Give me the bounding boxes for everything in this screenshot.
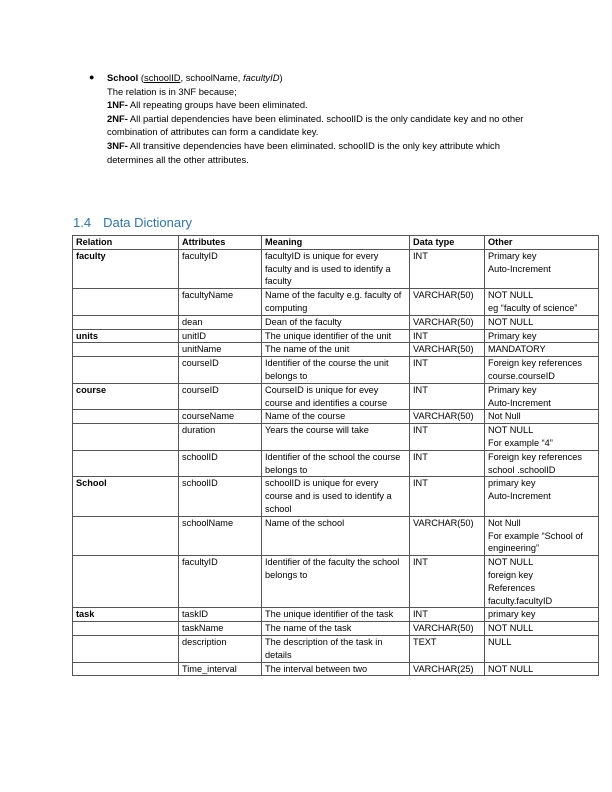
entity-name: School bbox=[107, 72, 139, 83]
other-constraint: NOT NULL bbox=[488, 290, 534, 301]
table-row bbox=[73, 249, 599, 288]
table-row bbox=[73, 622, 599, 636]
section-title: Data Dictionary bbox=[103, 215, 192, 230]
relation-cell bbox=[73, 343, 179, 357]
other-constraint: Auto-Increment bbox=[488, 491, 551, 502]
data-type-cell: INT bbox=[410, 383, 485, 410]
meaning-cell: Name of the faculty e.g. faculty of computing bbox=[262, 289, 410, 316]
relation-cell bbox=[73, 662, 179, 676]
other-constraint: NOT NULL bbox=[488, 316, 534, 327]
data-type-cell: INT bbox=[410, 450, 485, 477]
data-type-cell: VARCHAR(50) bbox=[410, 516, 485, 555]
table-body bbox=[73, 249, 599, 676]
other-constraint: Primary key bbox=[488, 330, 537, 341]
other-constraint: NOT NULL bbox=[488, 557, 534, 568]
table-row bbox=[73, 329, 599, 343]
attribute-cell: courseID bbox=[179, 383, 262, 410]
attribute-cell: schoolID bbox=[179, 477, 262, 516]
relation-cell bbox=[73, 357, 179, 384]
attribute-cell: schoolID bbox=[179, 450, 262, 477]
table-row bbox=[73, 289, 599, 316]
attribute-cell: taskName bbox=[179, 622, 262, 636]
other-cell bbox=[485, 635, 599, 662]
other-cell bbox=[485, 516, 599, 555]
attribute-cell: courseName bbox=[179, 410, 262, 424]
relation-cell: School bbox=[73, 477, 179, 516]
column-header: Relation bbox=[73, 236, 179, 250]
attribute-cell: schoolName bbox=[179, 516, 262, 555]
data-type-cell: INT bbox=[410, 608, 485, 622]
table-header-row bbox=[73, 236, 599, 250]
relation-cell bbox=[73, 622, 179, 636]
column-header: Meaning bbox=[262, 236, 410, 250]
attribute-cell: taskID bbox=[179, 608, 262, 622]
normalization-bullet bbox=[86, 71, 546, 166]
other-constraint: NOT NULL bbox=[488, 623, 534, 634]
relation-cell: course bbox=[73, 383, 179, 410]
meaning-cell: Identifier of the course the unit belongs to bbox=[262, 357, 410, 384]
data-type-cell: INT bbox=[410, 249, 485, 288]
table-row bbox=[73, 424, 599, 451]
attribute-cell: Time_interval bbox=[179, 662, 262, 676]
other-constraint: foreign key bbox=[488, 569, 533, 580]
other-constraint: Not Null bbox=[488, 411, 521, 422]
attribute-cell: facultyID bbox=[179, 556, 262, 608]
section-heading bbox=[73, 215, 192, 230]
relation-cell bbox=[73, 450, 179, 477]
table-row bbox=[73, 477, 599, 516]
data-type-cell: INT bbox=[410, 357, 485, 384]
other-constraint: Not Null bbox=[488, 517, 521, 528]
meaning-cell: The description of the task in details bbox=[262, 635, 410, 662]
primary-key-attr: schoolID bbox=[144, 72, 181, 83]
other-cell bbox=[485, 343, 599, 357]
other-cell bbox=[485, 556, 599, 608]
data-type-cell: TEXT bbox=[410, 635, 485, 662]
table-row bbox=[73, 383, 599, 410]
data-type-cell: VARCHAR(50) bbox=[410, 622, 485, 636]
nf2-line bbox=[107, 112, 546, 139]
other-constraint: NOT NULL bbox=[488, 425, 534, 436]
foreign-key-attr: facultyID bbox=[243, 72, 280, 83]
data-type-cell: INT bbox=[410, 329, 485, 343]
table-row bbox=[73, 608, 599, 622]
relation-cell: task bbox=[73, 608, 179, 622]
other-cell bbox=[485, 410, 599, 424]
column-header: Attributes bbox=[179, 236, 262, 250]
table-row bbox=[73, 343, 599, 357]
other-constraint: Foreign key references school .schoolID bbox=[488, 451, 582, 475]
nf3-label: 3NF- bbox=[107, 139, 128, 151]
table-row bbox=[73, 516, 599, 555]
other-constraint: eg “faculty of science” bbox=[488, 302, 578, 313]
relation-cell bbox=[73, 410, 179, 424]
relation-cell bbox=[73, 516, 179, 555]
other-constraint: Auto-Increment bbox=[488, 263, 551, 274]
attribute-cell: facultyName bbox=[179, 289, 262, 316]
other-constraint: For example “School of engineering” bbox=[488, 530, 583, 554]
other-constraint: MANDATORY bbox=[488, 344, 546, 355]
attribute-cell: duration bbox=[179, 424, 262, 451]
meaning-cell: The name of the unit bbox=[262, 343, 410, 357]
data-type-cell: INT bbox=[410, 424, 485, 451]
other-cell bbox=[485, 477, 599, 516]
relation-cell: units bbox=[73, 329, 179, 343]
relation-cell bbox=[73, 556, 179, 608]
table-row bbox=[73, 315, 599, 329]
attribute-cell: description bbox=[179, 635, 262, 662]
table-row bbox=[73, 410, 599, 424]
data-type-cell: VARCHAR(50) bbox=[410, 315, 485, 329]
other-constraint: For example “4” bbox=[488, 437, 553, 448]
meaning-cell: The unique identifier of the unit bbox=[262, 329, 410, 343]
data-type-cell: INT bbox=[410, 477, 485, 516]
other-cell bbox=[485, 329, 599, 343]
nf2-text: All partial dependencies have been eliminated. schoolID is the only candidate key and no other combination of attributes can form a candidate key. bbox=[107, 112, 524, 138]
other-constraint: NOT NULL bbox=[488, 663, 534, 674]
plain-attrs: schoolName, bbox=[183, 72, 244, 83]
schema-line: School (schoolID, schoolName, facultyID) bbox=[107, 72, 283, 83]
nf3-text: All transitive dependencies have been eliminated. schoolID is the only key attribute which determines all the other attributes. bbox=[107, 139, 500, 165]
other-cell bbox=[485, 424, 599, 451]
relation-cell bbox=[73, 315, 179, 329]
column-header: Data type bbox=[410, 236, 485, 250]
other-cell bbox=[485, 289, 599, 316]
bullet-content bbox=[107, 71, 546, 166]
table-row bbox=[73, 556, 599, 608]
nf3-line bbox=[107, 139, 546, 166]
relation-cell bbox=[73, 635, 179, 662]
column-header: Other bbox=[485, 236, 599, 250]
nf1-text: All repeating groups have been eliminated. bbox=[127, 99, 308, 111]
other-cell bbox=[485, 662, 599, 676]
meaning-cell: Dean of the faculty bbox=[262, 315, 410, 329]
attribute-cell: unitID bbox=[179, 329, 262, 343]
other-cell bbox=[485, 357, 599, 384]
other-constraint: primary key bbox=[488, 609, 536, 620]
meaning-cell: The interval between two bbox=[262, 662, 410, 676]
data-type-cell: INT bbox=[410, 556, 485, 608]
section-number: 1.4 bbox=[73, 215, 92, 230]
meaning-cell: Name of the school bbox=[262, 516, 410, 555]
meaning-cell: The name of the task bbox=[262, 622, 410, 636]
other-cell bbox=[485, 450, 599, 477]
other-constraint: References faculty.facultyID bbox=[488, 582, 553, 606]
table-row bbox=[73, 635, 599, 662]
other-constraint: Foreign key references course.courseID bbox=[488, 358, 582, 381]
meaning-cell: CourseID is unique for evey course and identifies a course bbox=[262, 383, 410, 410]
data-type-cell: VARCHAR(50) bbox=[410, 410, 485, 424]
relation-cell bbox=[73, 424, 179, 451]
attribute-cell: unitName bbox=[179, 343, 262, 357]
data-type-cell: VARCHAR(50) bbox=[410, 343, 485, 357]
attribute-cell: facultyID bbox=[179, 249, 262, 288]
nf1-line bbox=[107, 98, 546, 112]
other-cell bbox=[485, 383, 599, 410]
other-constraint: Primary key bbox=[488, 384, 537, 395]
meaning-cell: Identifier of the school the course belongs to bbox=[262, 450, 410, 477]
other-cell bbox=[485, 622, 599, 636]
table-row bbox=[73, 357, 599, 384]
bullet-dot-icon: ● bbox=[89, 72, 95, 82]
attribute-cell: dean bbox=[179, 315, 262, 329]
meaning-cell: facultyID is unique for every faculty and is used to identify a faculty bbox=[262, 249, 410, 288]
meaning-cell: The unique identifier of the task bbox=[262, 608, 410, 622]
relation-cell bbox=[73, 289, 179, 316]
data-dictionary-table bbox=[72, 235, 599, 676]
nf2-label: 2NF- bbox=[107, 112, 128, 124]
nf1-label: 1NF- bbox=[107, 99, 128, 111]
other-constraint: Primary key bbox=[488, 250, 537, 261]
data-type-cell: VARCHAR(50) bbox=[410, 289, 485, 316]
meaning-cell: Years the course will take bbox=[262, 424, 410, 451]
meaning-cell: schoolID is unique for every course and is used to identify a school bbox=[262, 477, 410, 516]
other-cell bbox=[485, 315, 599, 329]
other-constraint: primary key bbox=[488, 478, 536, 489]
relation-cell: faculty bbox=[73, 249, 179, 288]
table-row bbox=[73, 662, 599, 676]
attribute-cell: courseID bbox=[179, 357, 262, 384]
status-line: The relation is in 3NF because; bbox=[107, 85, 237, 97]
other-cell bbox=[485, 608, 599, 622]
data-type-cell: VARCHAR(25) bbox=[410, 662, 485, 676]
other-constraint: Auto-Increment bbox=[488, 397, 551, 408]
other-cell bbox=[485, 249, 599, 288]
meaning-cell: Identifier of the faculty the school belongs to bbox=[262, 556, 410, 608]
meaning-cell: Name of the course bbox=[262, 410, 410, 424]
other-constraint: NULL bbox=[488, 636, 512, 647]
table-row bbox=[73, 450, 599, 477]
